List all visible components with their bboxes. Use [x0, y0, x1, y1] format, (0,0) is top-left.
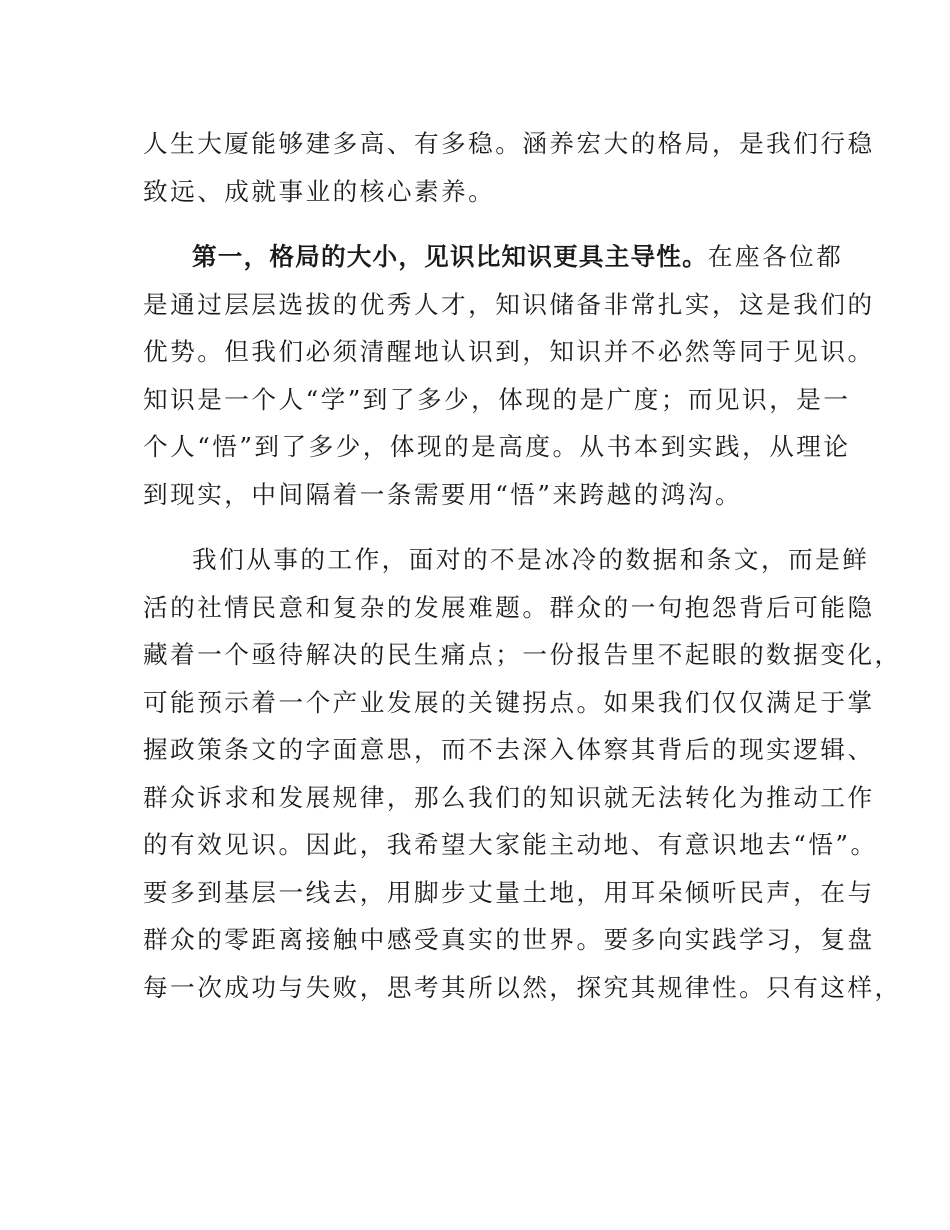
paragraph-gap: [143, 215, 823, 233]
text-fragment: 在座各位都: [707, 242, 844, 271]
text-line: 握政策条文的字面意思，而不去深入体察其背后的现实逻辑、: [143, 735, 875, 764]
paragraph-1: [143, 120, 875, 215]
text-line: 要多到基层一线去，用脚步丈量土地，用耳朵倾听民声，在与: [143, 877, 875, 907]
paragraph-3: [143, 536, 902, 1011]
text-line: 是通过层层选拔的优秀人才，知识储备非常扎实，这是我们的: [143, 289, 875, 319]
text-line: 到现实，中间隔着一条需要用“悟”来跨越的鸿沟。: [143, 479, 743, 509]
text-line: 群众的零距离接触中感受真实的世界。要多向实践学习，复盘: [143, 925, 875, 954]
text-line: 可能预示着一个产业发展的关键拐点。如果我们仅仅满足于掌: [143, 687, 875, 717]
document-body: [143, 120, 902, 1011]
text-line: 的有效见识。因此，我希望大家能主动地、有意识地去“悟”。: [143, 830, 878, 859]
paragraph-2: [143, 233, 875, 518]
text-line: 人生大厦能够建多高、有多稳。涵养宏大的格局，是我们行稳: [143, 129, 875, 158]
text-line: 活的社情民意和复杂的发展难题。群众的一句抱怨背后可能隐: [143, 592, 875, 622]
text-line: 致远、成就事业的核心素养。: [143, 176, 496, 206]
text-line: 优势。但我们必须清醒地认识到，知识并不必然等同于见识。: [143, 337, 875, 366]
section-heading: 第一，格局的大小，见识比知识更具主导性。: [192, 242, 708, 271]
paragraph-gap: [143, 518, 823, 536]
text-line: 藏着一个亟待解决的民生痛点；一份报告里不起眼的数据变化，: [143, 640, 902, 669]
text-line: 群众诉求和发展规律，那么我们的知识就无法转化为推动工作: [143, 782, 875, 812]
text-line: 每一次成功与失败，思考其所以然，探究其规律性。只有这样，: [143, 972, 902, 1002]
text-line: [143, 233, 844, 281]
text-line: 我们从事的工作，面对的不是冰冷的数据和条文，而是鲜: [192, 545, 870, 574]
text-line: 知识是一个人“学”到了多少，体现的是广度；而见识，是一: [143, 384, 851, 414]
text-line: 个人“悟”到了多少，体现的是高度。从书本到实践，从理论: [143, 432, 851, 461]
